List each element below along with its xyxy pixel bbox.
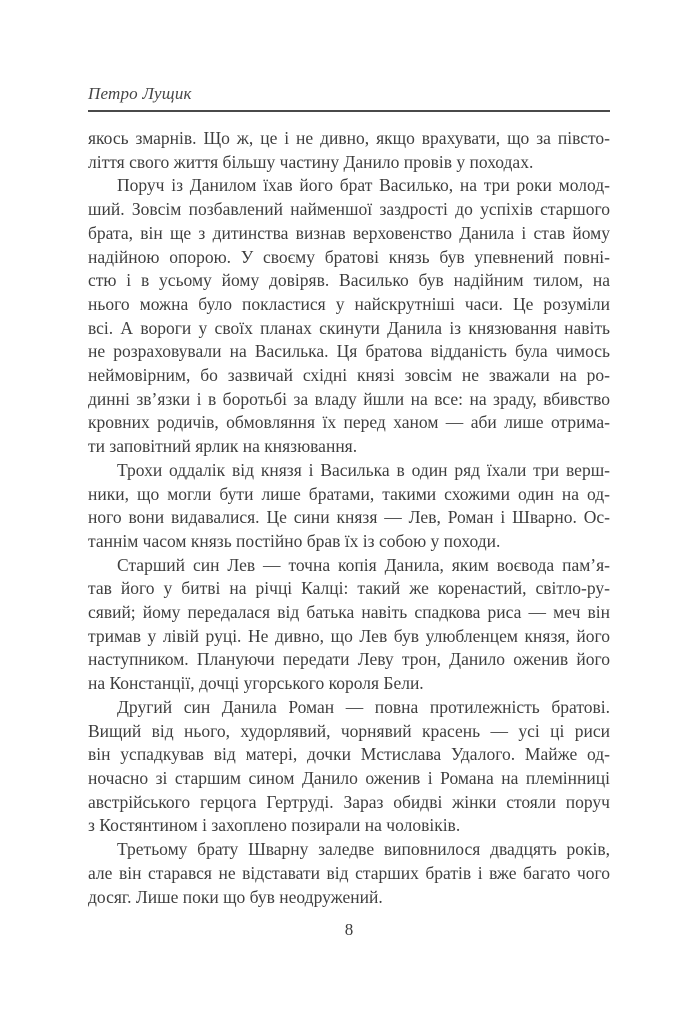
running-header-author: Петро Лущик xyxy=(88,84,192,103)
text-line: Другий син Данила Роман — повна протилежність братові. xyxy=(117,696,610,717)
text-line: тримав у лівій руці. Не дивно, що Лев був улюбленцем князя, його xyxy=(88,625,610,646)
text-line: ники, що могли бути лише братами, такими схожими один на од- xyxy=(88,483,610,504)
text-line: досяг. Лише поки що був неодружений. xyxy=(88,886,383,907)
text-line: Старший син Лев — точна копія Данила, яким воєвода пам’я- xyxy=(117,554,610,575)
text-line: ший. Зовсім позбавлений найменшої заздрості до успіхів старшого xyxy=(88,199,610,220)
text-line: кровних родичів, обмовляння їх перед ханом — аби лише отрима- xyxy=(88,412,610,433)
page-body xyxy=(88,127,610,909)
text-line: динні зв’язки і в боротьбі за владу йшли на все: на зраду, вбивство xyxy=(88,388,610,409)
text-line: ного вони видавалися. Це сини князя — Лев, Роман і Шварно. Ос- xyxy=(88,507,610,528)
text-line: нього можна було покластися у найскрутніші часи. Це розуміли xyxy=(88,293,610,314)
text-line: всі. А вороги у своїх планах скинути Данила із князювання навіть xyxy=(88,317,610,338)
paragraph xyxy=(88,459,610,554)
text-line: стю і в усьому йому довіряв. Василько був надійним тилом, на xyxy=(88,270,610,291)
paragraph xyxy=(88,174,610,458)
text-line: Поруч із Данилом їхав його брат Василько, на три роки молод- xyxy=(117,175,610,196)
text-line: на Констанції, дочці угорського короля Бели. xyxy=(88,673,424,694)
text-line: сявий; йому передалася від батька навіть спадкова риса — меч він xyxy=(88,602,610,623)
text-line: але він старався не відставати від старших братів і вже багато чого xyxy=(88,862,610,883)
text-line: Третьому брату Шварну заледве виповнилося двадцять років, xyxy=(117,839,610,860)
text-line: з Костянтином і захоплено позирали на чоловіків. xyxy=(88,815,461,836)
paragraph xyxy=(88,696,610,838)
text-line: якось змарнів. Що ж, це і не дивно, якщо врахувати, що за півсто- xyxy=(88,128,610,148)
header-rule xyxy=(88,110,610,112)
text-line: ліття свого життя більшу частину Данило провів у походах. xyxy=(88,151,534,172)
text-line: Трохи оддалік від князя і Василька в один ряд їхали три верш- xyxy=(117,459,610,480)
paragraph xyxy=(88,838,610,909)
text-line: ти заповітний ярлик на князювання. xyxy=(88,436,358,457)
text-line: неймовірним, бо зазвичай східні князі зовсім не зважали на ро- xyxy=(88,365,610,386)
text-line: ночасно зі старшим сином Данило оженив і Романа на племінниці xyxy=(88,767,610,788)
paragraph xyxy=(88,554,610,696)
text-line: австрійського герцога Гертруді. Зараз обидві жінки стояли поруч xyxy=(88,791,610,812)
paragraph xyxy=(88,127,610,174)
text-line: надійною опорою. У своєму братові князь був упевнений повні- xyxy=(88,246,610,267)
text-line: не розраховували на Василька. Ця братова відданість була чимось xyxy=(88,341,610,362)
text-line: таннім часом князь постійно брав їх із собою у походи. xyxy=(88,530,501,551)
text-line: наступником. Плануючи передати Леву трон, Данило оженив його xyxy=(88,649,610,670)
text-line: брата, він ще з дитинства визнав верховенство Данила і став йому xyxy=(88,222,610,243)
text-line: тав його у битві на річці Калці: такий же коренастий, світло-ру- xyxy=(88,578,610,599)
text-line: він успадкував від матері, дочки Мстислава Удалого. Майже од- xyxy=(88,744,610,765)
text-line: Вищий від нього, худорлявий, чорнявий красень — усі ці риси xyxy=(88,720,610,741)
page-number: 8 xyxy=(344,920,354,939)
